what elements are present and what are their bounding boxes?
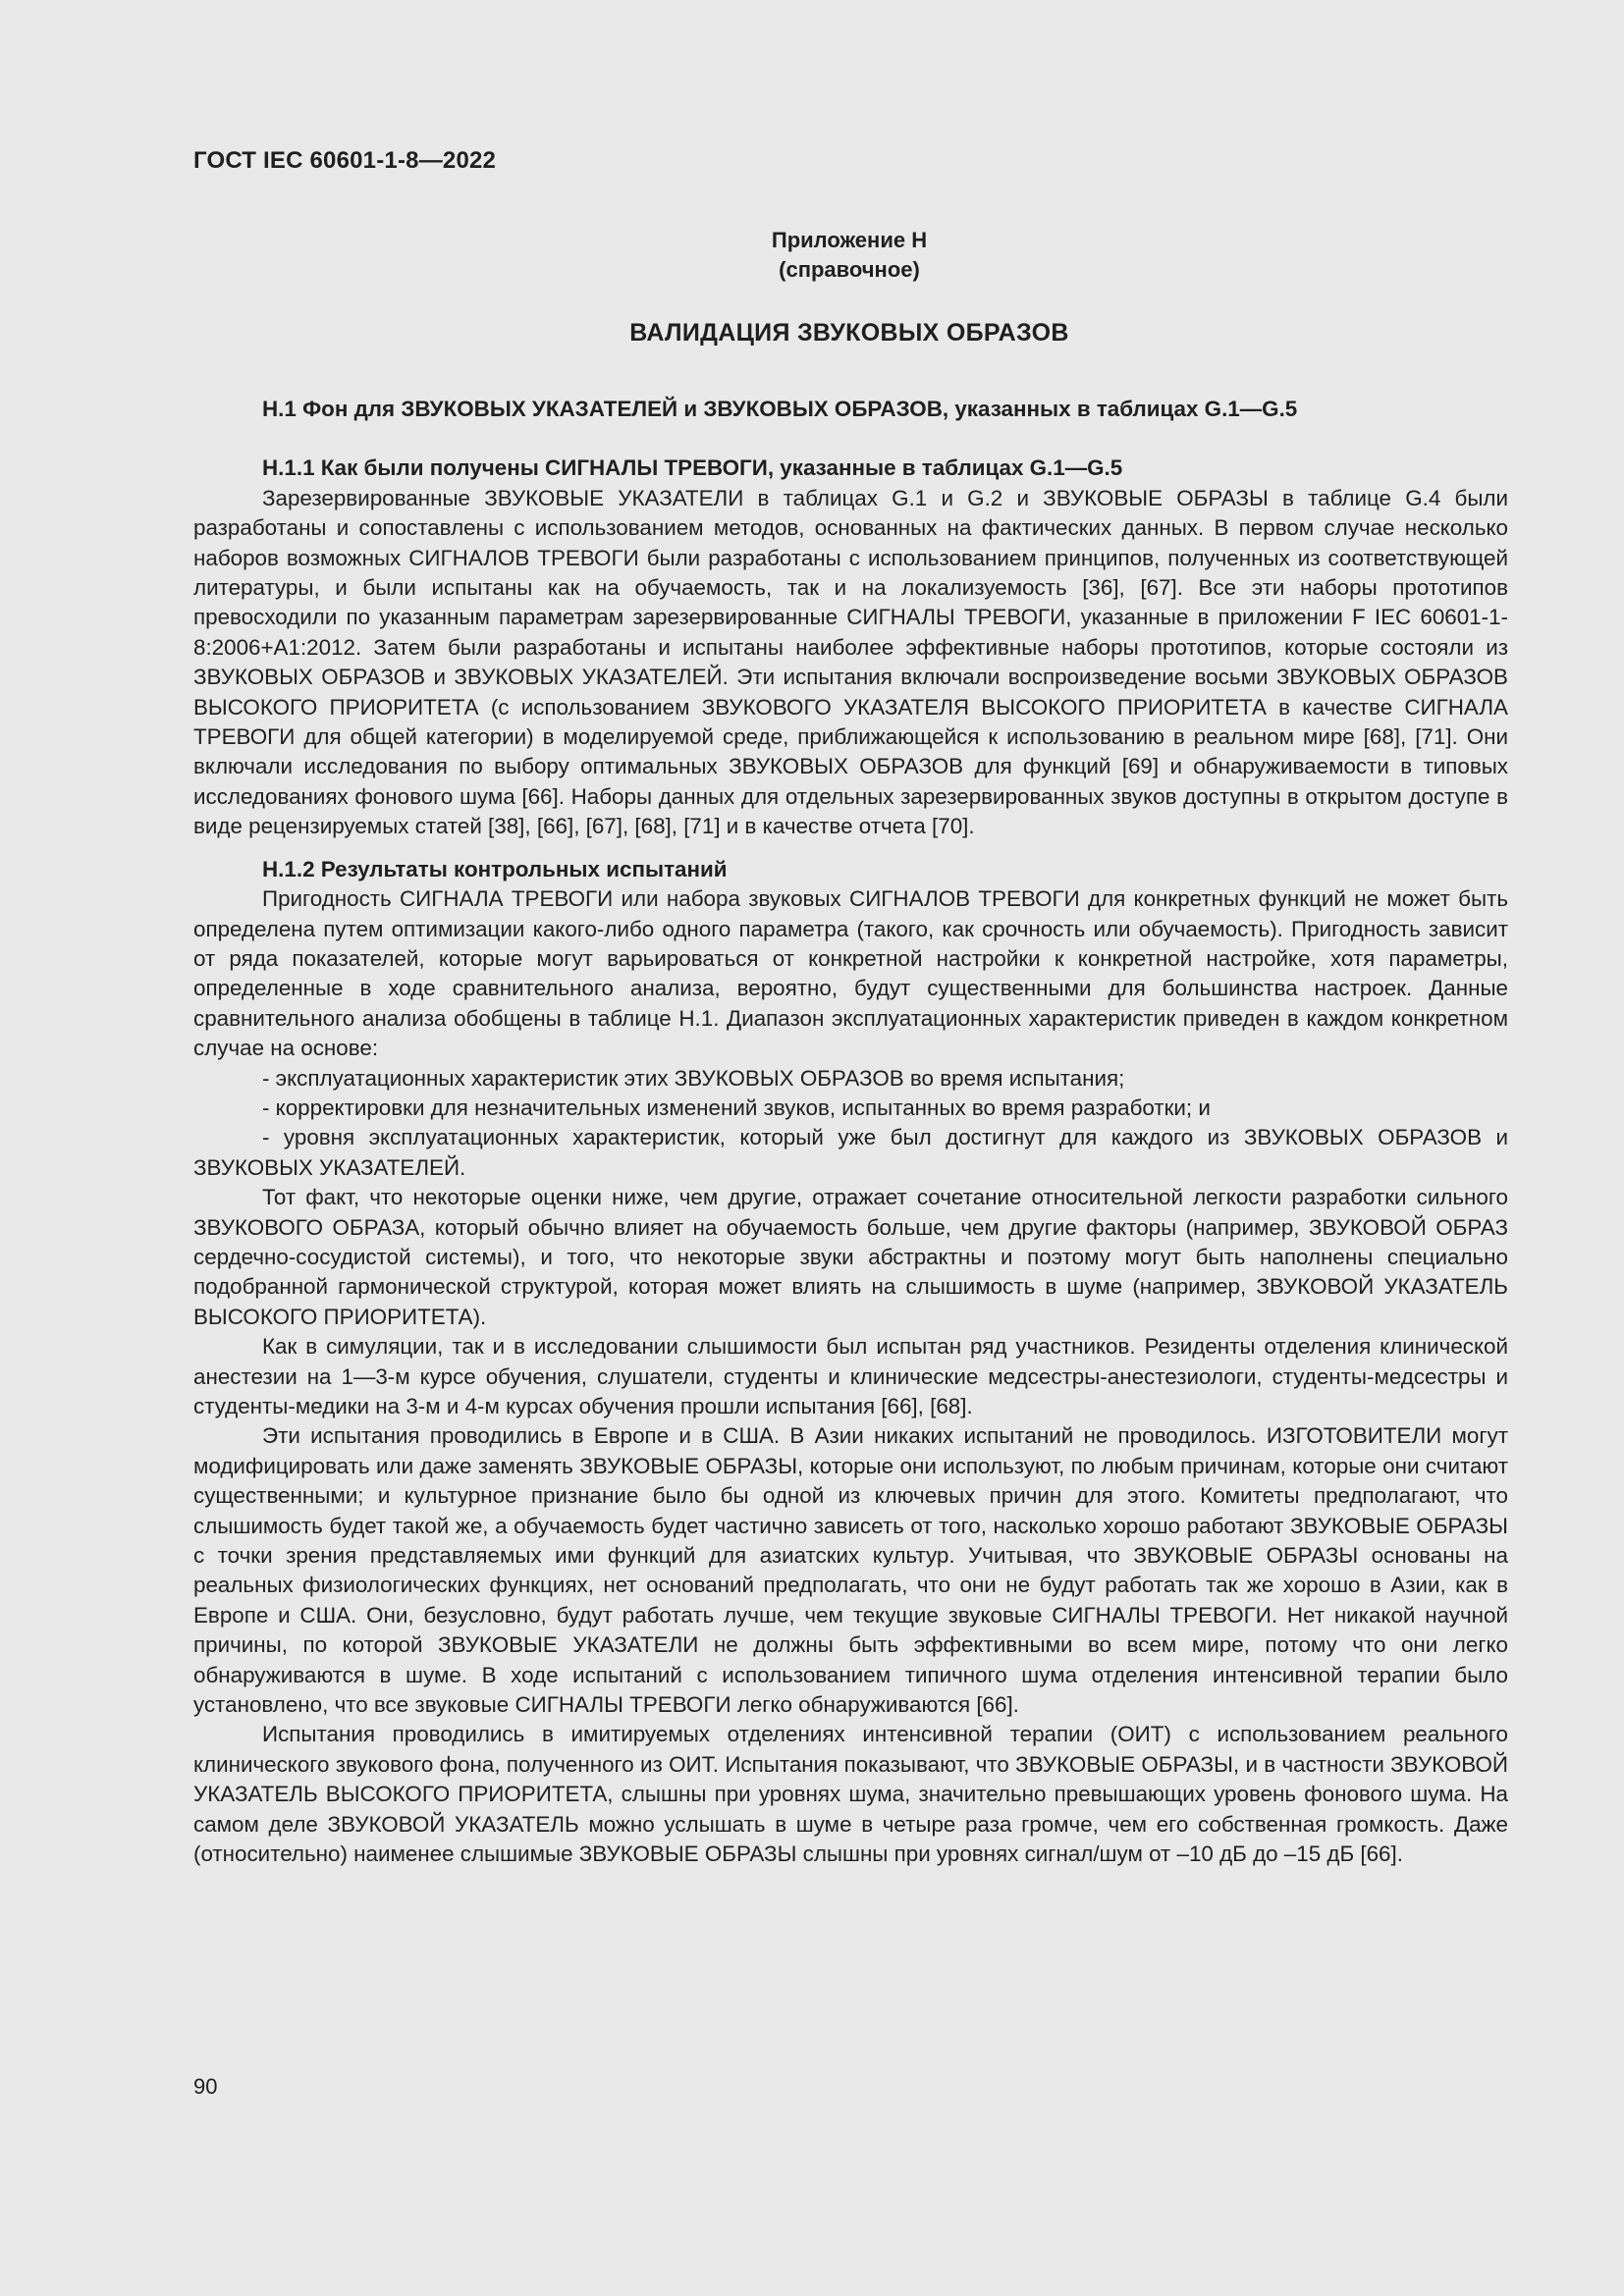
appendix-title: Приложение Н <box>771 228 928 252</box>
document-body <box>193 395 1508 1870</box>
appendix-block <box>193 226 1505 285</box>
standard-designation: ГОСТ IEC 60601-1-8—2022 <box>193 147 497 174</box>
appendix-kind: (справочное) <box>779 257 920 282</box>
section-heading: H.1 Фон для ЗВУКОВЫХ УКАЗАТЕЛЕЙ и ЗВУКОВЫХ ОБРАЗОВ, указанных в таблицах G.1—G.5 <box>262 397 1298 421</box>
page-number: 90 <box>193 2074 218 2099</box>
subsection-heading: H.1.2 Результаты контрольных испытаний <box>262 856 728 881</box>
paragraph: Как в симуляции, так и в исследовании слышимости был испытан ряд участников. Резиденты отделения клинической анестезии на 1—3-м курсе обучения, слушатели, студенты и клинические медсестры-анестезиологи, студенты-медсестры и студенты-медики на 3-м и 4-м курсах обучения прошли испытания [66], [68]. <box>193 1334 1508 1418</box>
paragraph: Пригодность СИГНАЛА ТРЕВОГИ или набора звуковых СИГНАЛОВ ТРЕВОГИ для конкретных функций не может быть определена путем оптимизации какого-либо одного параметра (такого, как срочность или обучаемость). Пригодность зависит от ряда показателей, которые могут варьироваться от конкретной настройки к конкретной настройке, хотя параметры, определенные в ходе сравнительного анализа, вероятно, будут существенными для большинства настроек. Данные сравнительного анализа обобщены в таблице Н.1. Диапазон эксплуатационных характеристик приведен в каждом конкретном случае на основе: <box>193 886 1508 1061</box>
list-item: - эксплуатационных характеристик этих ЗВУКОВЫХ ОБРАЗОВ во время испытания; <box>262 1065 1125 1091</box>
paragraph: Испытания проводились в имитируемых отделениях интенсивной терапии (ОИТ) с использованием реального клинического звукового фона, полученного из ОИТ. Испытания показывают, что ЗВУКОВЫЕ ОБРАЗЫ, и в частности ЗВУКОВОЙ УКАЗАТЕЛЬ ВЫСОКОГО ПРИОРИТЕТА, слышны при уровнях шума, значительно превышающих уровень фонового шума. На самом деле ЗВУКОВОЙ УКАЗАТЕЛЬ можно услышать в шуме в четыре раза громче, чем его собственная громкость. Даже (относительно) наименее слышимые ЗВУКОВЫЕ ОБРАЗЫ слышны при уровнях сигнал/шум от –10 дБ до –15 дБ [66]. <box>193 1722 1508 1867</box>
paragraph: Зарезервированные ЗВУКОВЫЕ УКАЗАТЕЛИ в таблицах G.1 и G.2 и ЗВУКОВЫЕ ОБРАЗЫ в таблице G.4 были разработаны и сопоставлены с использованием методов, основанных на фактических данных. В первом случае несколько наборов возможных СИГНАЛОВ ТРЕВОГИ были разработаны с использованием принципов, полученных из соответствующей литературы, и были испытаны как на обучаемость, так и на локализуемость [36], [67]. Все эти наборы прототипов превосходили по указанным параметрам зарезервированные СИГНАЛЫ ТРЕВОГИ, указанные в приложении F IEC 60601-1-8:2006+A1:2012. Затем были разработаны и испытаны наиболее эффективные наборы прототипов, которые состояли из ЗВУКОВЫХ ОБРАЗОВ и ЗВУКОВЫХ УКАЗАТЕЛЕЙ. Эти испытания включали воспроизведение восьми ЗВУКОВЫХ ОБРАЗОВ ВЫСОКОГО ПРИОРИТЕТА (с использованием ЗВУКОВОГО УКАЗАТЕЛЯ ВЫСОКОГО ПРИОРИТЕТА в качестве СИГНАЛА ТРЕВОГИ для общей категории) в моделируемой среде, приближающейся к использованию в реальном мире [68], [71]. Они включали исследования по выбору оптимальных ЗВУКОВЫХ ОБРАЗОВ для функций [69] и обнаруживаемости в типовых исследованиях фонового шума [66]. Наборы данных для отдельных зарезервированных звуков доступны в открытом доступе в виде рецензируемых статей [38], [66], [67], [68], [71] и в качестве отчета [70]. <box>193 485 1508 839</box>
paragraph: Эти испытания проводились в Европе и в США. В Азии никаких испытаний не проводилось. ИЗГОТОВИТЕЛИ могут модифицировать или даже заменять ЗВУКОВЫЕ ОБРАЗЫ, которые они используют, по любым причинам, которые они считают существенными; и культурное признание было бы одной из ключевых причин для этого. Комитеты предполагают, что слышимость будет такой же, а обучаемость будет частично зависеть от того, насколько хорошо работают ЗВУКОВЫЕ ОБРАЗЫ с точки зрения представляемых ими функций для азиатских культур. Учитывая, что ЗВУКОВЫЕ ОБРАЗЫ основаны на реальных физиологических функциях, нет оснований предполагать, что они не будут работать так же хорошо в Азии, как в Европе и США. Они, безусловно, будут работать лучше, чем текущие звуковые СИГНАЛЫ ТРЕВОГИ. Нет никакой научной причины, по которой ЗВУКОВЫЕ УКАЗАТЕЛИ не должны быть эффективными во всем мире, потому что они легко обнаруживаются в шуме. В ходе испытаний с использованием типичного шума отделения интенсивной терапии было установлено, что все звуковые СИГНАЛЫ ТРЕВОГИ легко обнаруживаются [66]. <box>193 1423 1508 1718</box>
list-item: - уровня эксплуатационных характеристик, который уже был достигнут для каждого из ЗВУКОВЫХ ОБРАЗОВ и ЗВУКОВЫХ УКАЗАТЕЛЕЙ. <box>193 1125 1508 1180</box>
document-title: ВАЛИДАЦИЯ ЗВУКОВЫХ ОБРАЗОВ <box>629 319 1069 347</box>
subsection-heading: H.1.1 Как были получены СИГНАЛЫ ТРЕВОГИ, указанные в таблицах G.1—G.5 <box>262 455 1123 481</box>
list-item: - корректировки для незначительных изменений звуков, испытанных во время разработки; и <box>262 1095 1211 1120</box>
paragraph: Тот факт, что некоторые оценки ниже, чем другие, отражает сочетание относительной легкости разработки сильного ЗВУКОВОГО ОБРАЗА, который обычно влияет на обучаемость больше, чем другие факторы (например, ЗВУКОВОЙ ОБРАЗ сердечно-сосудистой системы), и того, что некоторые звуки абстрактны и поэтому могут быть наполнены специально подобранной гармонической структурой, которая может влиять на слышимость в шуме (например, ЗВУКОВОЙ УКАЗАТЕЛЬ ВЫСОКОГО ПРИОРИТЕТА). <box>193 1185 1508 1329</box>
